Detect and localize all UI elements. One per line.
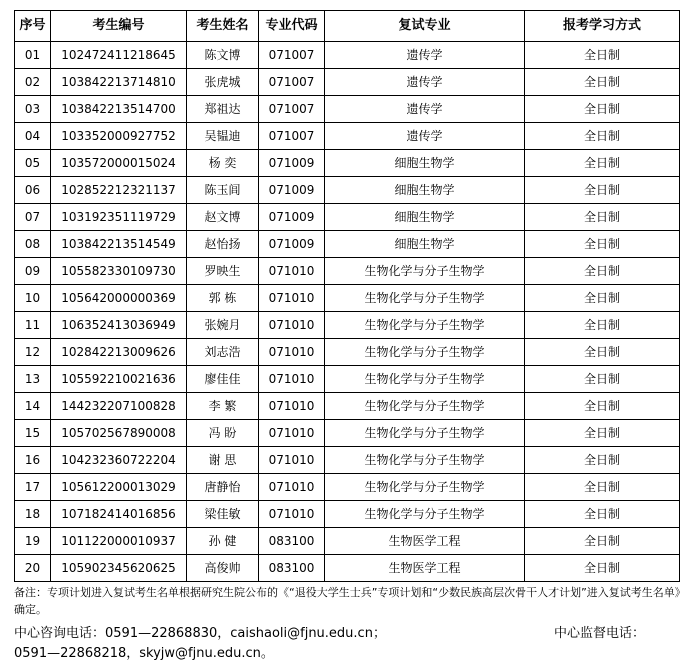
cell-major-code: 071010 bbox=[259, 447, 325, 474]
admission-table bbox=[14, 10, 680, 582]
cell-candidate-id: 103842213514549 bbox=[51, 231, 187, 258]
cell-candidate-id: 101122000010937 bbox=[51, 528, 187, 555]
consult-contact: 中心咨询电话：0591—22868830，caishaoli@fjnu.edu.cn； bbox=[14, 626, 386, 641]
table-row bbox=[15, 393, 680, 420]
cell-candidate-id: 102472411218645 bbox=[51, 42, 187, 69]
table-row bbox=[15, 123, 680, 150]
cell-candidate-id: 103842213514700 bbox=[51, 96, 187, 123]
header-study-mode: 报考学习方式 bbox=[525, 11, 680, 42]
table-row bbox=[15, 150, 680, 177]
cell-major-code: 071007 bbox=[259, 69, 325, 96]
cell-retest-major: 生物化学与分子生物学 bbox=[325, 285, 525, 312]
cell-retest-major: 生物化学与分子生物学 bbox=[325, 393, 525, 420]
supervise-contact: 0591—22868218，skyjw@fjnu.edu.cn。 bbox=[14, 646, 274, 661]
cell-candidate-id: 105702567890008 bbox=[51, 420, 187, 447]
cell-seq: 16 bbox=[15, 447, 51, 474]
cell-seq: 03 bbox=[15, 96, 51, 123]
cell-seq: 08 bbox=[15, 231, 51, 258]
cell-study-mode: 全日制 bbox=[525, 69, 680, 96]
table-header-row bbox=[15, 11, 680, 42]
cell-candidate-name: 李 繁 bbox=[187, 393, 259, 420]
table-row bbox=[15, 528, 680, 555]
cell-candidate-name: 孙 健 bbox=[187, 528, 259, 555]
table-row bbox=[15, 555, 680, 582]
cell-retest-major: 生物化学与分子生物学 bbox=[325, 366, 525, 393]
cell-study-mode: 全日制 bbox=[525, 420, 680, 447]
cell-study-mode: 全日制 bbox=[525, 528, 680, 555]
cell-major-code: 071010 bbox=[259, 474, 325, 501]
cell-candidate-name: 唐静怡 bbox=[187, 474, 259, 501]
cell-seq: 19 bbox=[15, 528, 51, 555]
cell-candidate-name: 赵文博 bbox=[187, 204, 259, 231]
cell-retest-major: 生物化学与分子生物学 bbox=[325, 447, 525, 474]
table-row bbox=[15, 42, 680, 69]
cell-candidate-id: 106352413036949 bbox=[51, 312, 187, 339]
cell-study-mode: 全日制 bbox=[525, 501, 680, 528]
contact-info bbox=[14, 624, 682, 661]
cell-candidate-id: 104232360722204 bbox=[51, 447, 187, 474]
cell-retest-major: 细胞生物学 bbox=[325, 177, 525, 204]
cell-seq: 09 bbox=[15, 258, 51, 285]
table-row bbox=[15, 204, 680, 231]
cell-study-mode: 全日制 bbox=[525, 366, 680, 393]
cell-major-code: 071009 bbox=[259, 150, 325, 177]
cell-retest-major: 生物化学与分子生物学 bbox=[325, 312, 525, 339]
cell-candidate-name: 刘志浩 bbox=[187, 339, 259, 366]
cell-candidate-id: 103352000927752 bbox=[51, 123, 187, 150]
cell-major-code: 071009 bbox=[259, 204, 325, 231]
cell-major-code: 071010 bbox=[259, 258, 325, 285]
cell-seq: 12 bbox=[15, 339, 51, 366]
table-row bbox=[15, 231, 680, 258]
cell-candidate-name: 陈玉闾 bbox=[187, 177, 259, 204]
cell-seq: 14 bbox=[15, 393, 51, 420]
cell-seq: 17 bbox=[15, 474, 51, 501]
cell-retest-major: 遗传学 bbox=[325, 96, 525, 123]
cell-seq: 04 bbox=[15, 123, 51, 150]
table-row bbox=[15, 258, 680, 285]
cell-candidate-name: 郑祖达 bbox=[187, 96, 259, 123]
table-row bbox=[15, 312, 680, 339]
cell-major-code: 071007 bbox=[259, 42, 325, 69]
cell-seq: 06 bbox=[15, 177, 51, 204]
cell-candidate-id: 102842213009626 bbox=[51, 339, 187, 366]
cell-study-mode: 全日制 bbox=[525, 96, 680, 123]
cell-study-mode: 全日制 bbox=[525, 258, 680, 285]
header-candidate-name: 考生姓名 bbox=[187, 11, 259, 42]
cell-candidate-name: 赵怡扬 bbox=[187, 231, 259, 258]
cell-candidate-name: 冯 盼 bbox=[187, 420, 259, 447]
cell-study-mode: 全日制 bbox=[525, 474, 680, 501]
cell-major-code: 071010 bbox=[259, 420, 325, 447]
cell-retest-major: 遗传学 bbox=[325, 123, 525, 150]
cell-major-code: 083100 bbox=[259, 555, 325, 582]
cell-seq: 07 bbox=[15, 204, 51, 231]
cell-candidate-id: 105902345620625 bbox=[51, 555, 187, 582]
cell-study-mode: 全日制 bbox=[525, 177, 680, 204]
cell-candidate-name: 郭 栋 bbox=[187, 285, 259, 312]
cell-major-code: 071010 bbox=[259, 285, 325, 312]
table-row bbox=[15, 447, 680, 474]
cell-major-code: 071010 bbox=[259, 393, 325, 420]
table-row bbox=[15, 474, 680, 501]
cell-candidate-id: 105582330109730 bbox=[51, 258, 187, 285]
cell-retest-major: 生物化学与分子生物学 bbox=[325, 474, 525, 501]
cell-major-code: 071010 bbox=[259, 501, 325, 528]
header-candidate-id: 考生编号 bbox=[51, 11, 187, 42]
cell-candidate-id: 105642000000369 bbox=[51, 285, 187, 312]
supervise-label: 中心监督电话： bbox=[554, 626, 646, 641]
cell-candidate-id: 105612200013029 bbox=[51, 474, 187, 501]
cell-study-mode: 全日制 bbox=[525, 285, 680, 312]
footnote: 备注：专项计划进入复试考生名单根据研究生院公布的《“退役大学生士兵”专项计划和“少数民族高层次骨干人才计划”进入复试考生名单》确定。 bbox=[14, 586, 681, 616]
cell-candidate-name: 张虎城 bbox=[187, 69, 259, 96]
cell-study-mode: 全日制 bbox=[525, 204, 680, 231]
cell-candidate-id: 103572000015024 bbox=[51, 150, 187, 177]
cell-seq: 11 bbox=[15, 312, 51, 339]
cell-major-code: 071007 bbox=[259, 96, 325, 123]
cell-seq: 01 bbox=[15, 42, 51, 69]
cell-study-mode: 全日制 bbox=[525, 447, 680, 474]
cell-candidate-name: 陈文博 bbox=[187, 42, 259, 69]
table-row bbox=[15, 420, 680, 447]
cell-study-mode: 全日制 bbox=[525, 231, 680, 258]
cell-candidate-id: 105592210021636 bbox=[51, 366, 187, 393]
header-major-code: 专业代码 bbox=[259, 11, 325, 42]
cell-candidate-name: 高俊帅 bbox=[187, 555, 259, 582]
cell-major-code: 083100 bbox=[259, 528, 325, 555]
cell-retest-major: 细胞生物学 bbox=[325, 150, 525, 177]
cell-retest-major: 生物医学工程 bbox=[325, 528, 525, 555]
cell-candidate-name: 罗映生 bbox=[187, 258, 259, 285]
cell-seq: 20 bbox=[15, 555, 51, 582]
cell-candidate-id: 144232207100828 bbox=[51, 393, 187, 420]
cell-candidate-id: 102852212321137 bbox=[51, 177, 187, 204]
table-row bbox=[15, 177, 680, 204]
cell-candidate-name: 梁佳敏 bbox=[187, 501, 259, 528]
header-seq: 序号 bbox=[15, 11, 51, 42]
cell-study-mode: 全日制 bbox=[525, 150, 680, 177]
cell-candidate-name: 杨 奕 bbox=[187, 150, 259, 177]
cell-retest-major: 细胞生物学 bbox=[325, 231, 525, 258]
cell-seq: 05 bbox=[15, 150, 51, 177]
cell-seq: 13 bbox=[15, 366, 51, 393]
cell-retest-major: 细胞生物学 bbox=[325, 204, 525, 231]
cell-study-mode: 全日制 bbox=[525, 42, 680, 69]
header-retest-major: 复试专业 bbox=[325, 11, 525, 42]
cell-major-code: 071009 bbox=[259, 231, 325, 258]
table-row bbox=[15, 285, 680, 312]
cell-retest-major: 生物化学与分子生物学 bbox=[325, 339, 525, 366]
cell-retest-major: 遗传学 bbox=[325, 42, 525, 69]
cell-major-code: 071007 bbox=[259, 123, 325, 150]
cell-major-code: 071010 bbox=[259, 339, 325, 366]
cell-study-mode: 全日制 bbox=[525, 312, 680, 339]
cell-seq: 18 bbox=[15, 501, 51, 528]
cell-candidate-id: 107182414016856 bbox=[51, 501, 187, 528]
table-body bbox=[15, 42, 680, 582]
table-row bbox=[15, 501, 680, 528]
table-row bbox=[15, 366, 680, 393]
cell-retest-major: 生物医学工程 bbox=[325, 555, 525, 582]
table-row bbox=[15, 339, 680, 366]
cell-major-code: 071009 bbox=[259, 177, 325, 204]
cell-candidate-name: 廖佳佳 bbox=[187, 366, 259, 393]
cell-candidate-name: 吴韫迪 bbox=[187, 123, 259, 150]
cell-candidate-name: 张婉月 bbox=[187, 312, 259, 339]
cell-candidate-id: 103192351119729 bbox=[51, 204, 187, 231]
cell-retest-major: 遗传学 bbox=[325, 69, 525, 96]
cell-major-code: 071010 bbox=[259, 366, 325, 393]
cell-retest-major: 生物化学与分子生物学 bbox=[325, 501, 525, 528]
table-row bbox=[15, 69, 680, 96]
cell-study-mode: 全日制 bbox=[525, 339, 680, 366]
cell-retest-major: 生物化学与分子生物学 bbox=[325, 420, 525, 447]
cell-seq: 10 bbox=[15, 285, 51, 312]
cell-study-mode: 全日制 bbox=[525, 123, 680, 150]
cell-study-mode: 全日制 bbox=[525, 555, 680, 582]
cell-seq: 02 bbox=[15, 69, 51, 96]
cell-major-code: 071010 bbox=[259, 312, 325, 339]
cell-study-mode: 全日制 bbox=[525, 393, 680, 420]
cell-seq: 15 bbox=[15, 420, 51, 447]
table-row bbox=[15, 96, 680, 123]
cell-candidate-id: 103842213714810 bbox=[51, 69, 187, 96]
cell-candidate-name: 谢 思 bbox=[187, 447, 259, 474]
cell-retest-major: 生物化学与分子生物学 bbox=[325, 258, 525, 285]
